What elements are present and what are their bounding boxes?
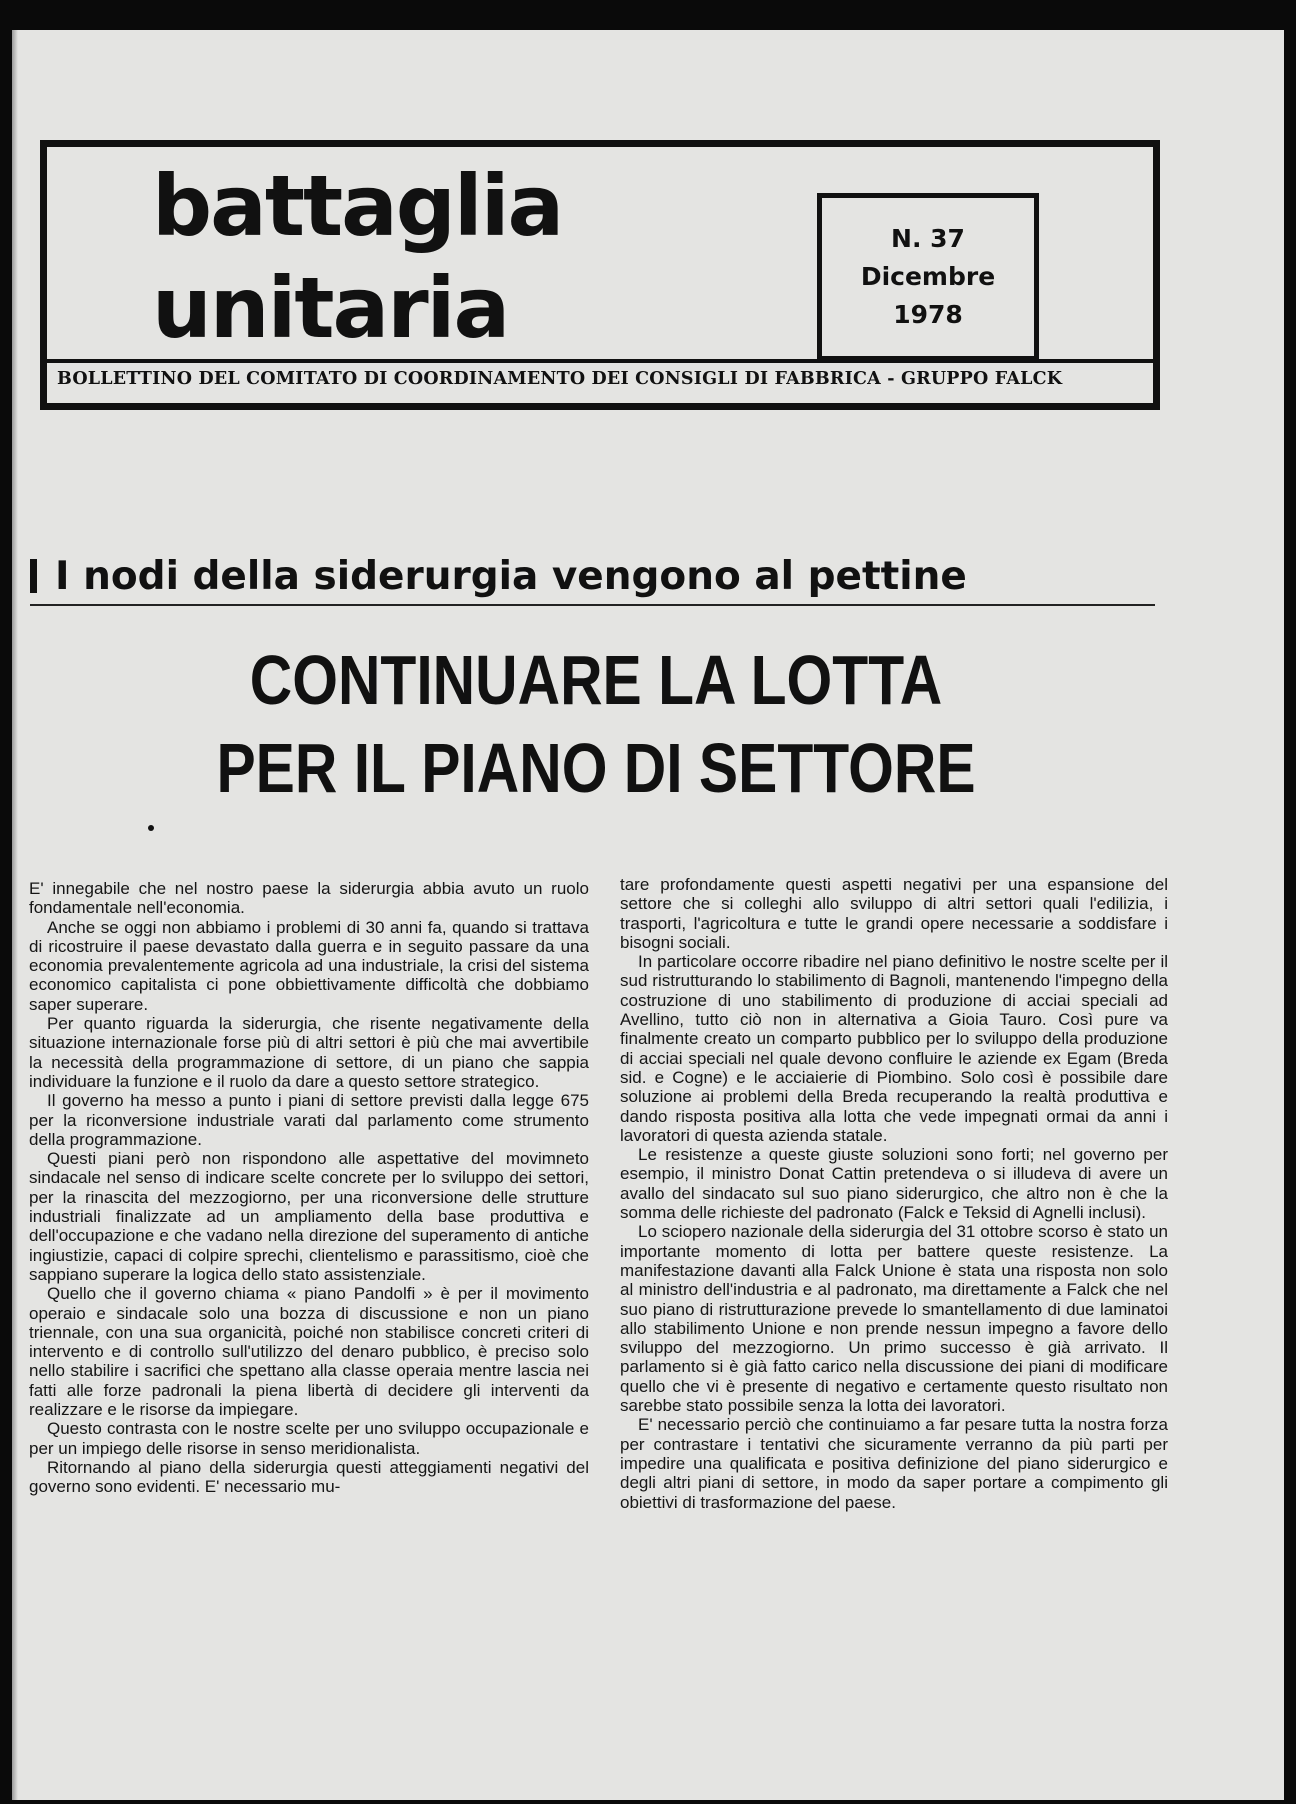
bullet-mark	[148, 825, 154, 831]
headline-line-2: PER IL PIANO DI SETTORE	[216, 729, 976, 807]
paragraph: E' necessario perciò che continuiamo a far pesare tutta la nostra forza per contrastare i tentativi che sicuramente verranno da più parti per impedire una qualificata e positiva definizione del piano siderurgico e degli altri piani di settore, in modo da saper portare a compimento gli obiettivi di trasformazione del paese.	[620, 1415, 1168, 1512]
issue-box	[817, 193, 1039, 361]
article-headline	[105, 636, 1086, 812]
paragraph: tare profondamente questi aspetti negativi per una espansione del settore che si colleghi allo sviluppo di altri settori quali l'edilizia, i trasporti, l'agricoltura e tutte le grandi opere necessarie a soddisfare i bisogni sociali.	[620, 875, 1168, 952]
article-column-left	[29, 879, 589, 1497]
paragraph: Questo contrasta con le nostre scelte per uno sviluppo occupazionale e per un impiego delle risorse in senso meridionalista.	[29, 1419, 589, 1458]
paragraph: Anche se oggi non abbiamo i problemi di 30 anni fa, quando si trattava di ricostruire il paese devastato dalla guerra e in seguito passare da una economia prevalentemente agricola ad una industriale, la crisi del sistema economico capitalista ci pone obbiettivamente difficoltà che dobbiamo saper superare.	[29, 917, 589, 1014]
paragraph: Quello che il governo chiama « piano Pandolfi » è per il movimento operaio e sindacale solo una bozza di discussione e non un piano triennale, con una sua organicità, poiché non stabilisce concreti criteri di intervento e di controllo sull'utilizzo del denaro pubblico, è preciso solo nello stabilire i sacrifici che spettano alla classe operaia mentre lascia nei fatti alle forze padronali la piena libertà di decidere gli interventi da realizzare e le risorse da impiegare.	[29, 1284, 589, 1420]
title-line-1: battaglia	[152, 157, 563, 255]
masthead	[40, 140, 1160, 410]
paragraph: E' innegabile che nel nostro paese la siderurgia abbia avuto un ruolo fondamentale nell'economia.	[29, 879, 589, 918]
paragraph: Questi piani però non rispondono alle aspettative del movimneto sindacale nel senso di indicare scelte concrete per lo sviluppo dei settori, per la rinascita del mezzogiorno, per una riconversione delle strutture industriali finalizzate ad un ampliamento della base produttiva e dell'occupazione e che vadano nella direzione del superamento di antiche ingiustizie, capaci di colpire sprechi, clientelismo e parassitismo, cioè che sappiano superare la logica dello stato assistenziale.	[29, 1149, 589, 1284]
paragraph: Ritornando al piano della siderurgia questi atteggiamenti negativi del governo sono evidenti. E' necessario mu-	[29, 1457, 589, 1497]
paragraph: Le resistenze a queste giuste soluzioni sono forti; nel governo per esempio, il ministro Donat Cattin pretendeva o si illudeva di avere un avallo del sindacato sul suo piano siderurgico, che altro non è che la somma delle richieste del padronato (Falck e Teksid di Agnelli inclusi).	[620, 1145, 1168, 1223]
kicker-rule	[30, 604, 1155, 606]
title-line-2: unitaria	[152, 259, 509, 357]
issue-month: Dicembre	[860, 262, 996, 291]
article-column-right	[620, 875, 1168, 1512]
issue-year: 1978	[893, 300, 963, 329]
paragraph: Il governo ha messo a punto i piani di settore previsti dalla legge 675 per la riconversione industriale varati dal parlamento come strumento della programmazione.	[29, 1091, 589, 1149]
paragraph: In particolare occorre ribadire nel piano definitivo le nostre scelte per il sud ristrutturando lo stabilimento di Bagnoli, mantenendo l'impegno della costruzione di uno stabilimento di produzione di acciai speciali ad Avellino, tutto ciò non in alternativa a Gioia Tauro. Così pure va finalmente creato un comparto pubblico per lo sviluppo della produzione di acciai speciali nel quale devono confluire le aziende ex Egam (Breda sid. e Cogne) e le acciaierie di Piombino. Solo così è possibile dare soluzione ai problemi della Breda recuperando la realtà produttiva e dando risposta positiva alla lotta che vede impegnati ormai da anni i lavoratori di questa azienda statale.	[620, 952, 1168, 1145]
paragraph: Per quanto riguarda la siderurgia, che risente negativamente della situazione internazionale forse più di altri settori è più che mai avvertibile la necessità della programmazione di settore, di un piano che sappia individuare la funzione e il ruolo da dare a questo settore strategico.	[29, 1014, 589, 1091]
issue-number: N. 37	[891, 224, 965, 253]
masthead-divider	[47, 359, 1153, 363]
article-kicker: I nodi della siderurgia vengono al pettine	[30, 554, 967, 600]
newsletter-page	[12, 30, 1284, 1800]
headline-line-1: CONTINUARE LA LOTTA	[249, 641, 943, 719]
newsletter-title	[152, 155, 562, 359]
paragraph: Lo sciopero nazionale della siderurgia del 31 ottobre scorso è stato un importante momento di lotta per battere queste resistenze. La manifestazione davanti alla Falck Unione è stata una risposta non solo al ministro dell'industria e al padronato, ma direttamente a Falck che nel suo piano di ristrutturazione prevede lo smantellamento di due laminatoi allo stabilimento Unione e non prende nessun impegno a favore dello sviluppo del mezzogiorno. Un primo successo è già arrivato. Il parlamento si è già fatto carico nella discussione dei piani di modificare quello che vi è presente di negativo e certamente questo risultato non sarebbe stato possibile senza la lotta dei lavoratori.	[620, 1222, 1168, 1416]
masthead-subtitle: BOLLETTINO DEL COMITATO DI COORDINAMENTO DEI CONSIGLI DI FABBRICA - GRUPPO FALCK	[57, 369, 1063, 389]
